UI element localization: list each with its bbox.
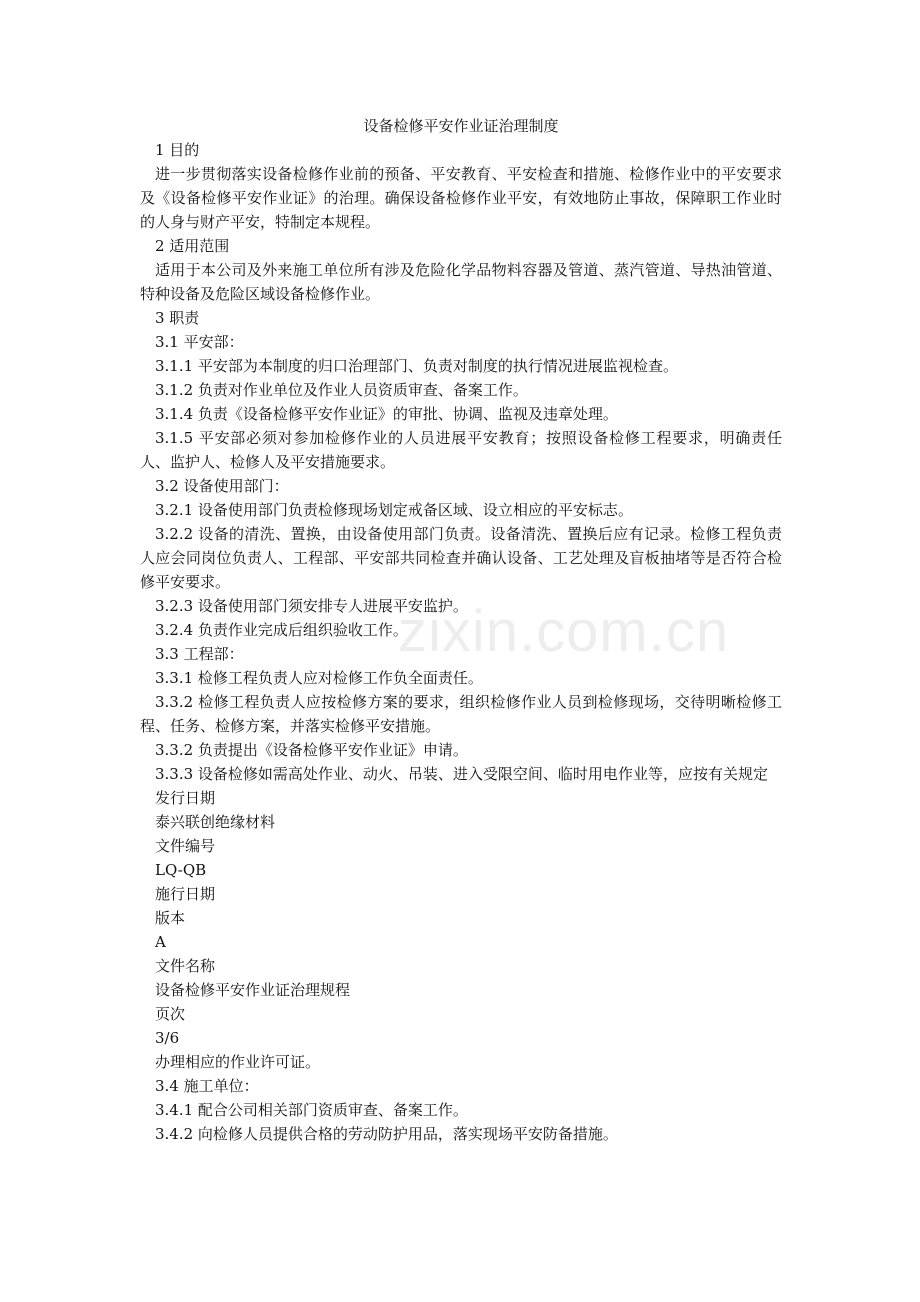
paragraph: 3.1.1 平安部为本制度的归口治理部门、负责对制度的执行情况进展监视检查。: [155, 357, 678, 375]
paragraph: 3.2 设备使用部门：: [155, 477, 289, 495]
paragraph: 3.3 工程部：: [155, 645, 244, 663]
paragraph: 3.1.5 平安部必须对参加检修作业的人员进展平安教育；按照设备检修工程要求，明确责任人、监护人、检修人及平安措施要求。: [140, 429, 782, 471]
paragraph: 3.2.2 设备的清洗、置换，由设备使用部门负责。设备清洗、置换后应有记录。检修工程负责人应会同岗位负责人、工程部、平安部共同检查并确认设备、工艺处理及盲板抽堵等是否符合检修平安要求。: [140, 525, 782, 591]
paragraph: 3.2.3 设备使用部门须安排专人进展平安监护。: [155, 597, 468, 615]
paragraph: 适用于本公司及外来施工单位所有涉及危险化学品物料容器及管道、蒸汽管道、导热油管道、特种设备及危险区域设备检修作业。: [140, 261, 782, 303]
paragraph: 施行日期: [155, 885, 216, 903]
paragraph: 3.1.4 负责《设备检修平安作业证》的审批、协调、监视及违章处理。: [155, 405, 618, 423]
paragraph: A: [155, 933, 166, 951]
paragraph: LQ-QB: [155, 861, 207, 879]
paragraph: 3.2.1 设备使用部门负责检修现场划定戒备区域、设立相应的平安标志。: [155, 501, 633, 519]
paragraph: 进一步贯彻落实设备检修作业前的预备、平安教育、平安检查和措施、检修作业中的平安要求及《设备检修平安作业证》的治理。确保设备检修作业平安，有效地防止事故，保障职工作业时的人身与财产平安，特制定本规程。: [140, 165, 782, 231]
document-body: [140, 114, 782, 1146]
paragraph: 3.3.2 负责提出《设备检修平安作业证》申请。: [155, 741, 468, 759]
watermark-text: zixin.com.cn: [398, 599, 730, 664]
paragraph: 3/6: [155, 1029, 180, 1047]
paragraph: 设备检修平安作业证治理规程: [155, 981, 351, 999]
paragraph: 3.1.2 负责对作业单位及作业人员资质审查、备案工作。: [155, 381, 528, 399]
paragraph-list: [140, 138, 782, 1146]
paragraph: 发行日期: [155, 789, 216, 807]
paragraph: 泰兴联创绝缘材料: [155, 813, 276, 831]
paragraph: 3.4.1 配合公司相关部门资质审查、备案工作。: [155, 1101, 468, 1119]
paragraph: 文件编号: [155, 837, 216, 855]
paragraph: 3.1 平安部：: [155, 333, 244, 351]
paragraph: 文件名称: [155, 957, 216, 975]
paragraph: 3.3.1 检修工程负责人应对检修工作负全面责任。: [155, 669, 483, 687]
paragraph: 3.3.2 检修工程负责人应按检修方案的要求，组织检修作业人员到检修现场，交待明晰检修工程、任务、检修方案，并落实检修平安措施。: [140, 693, 782, 735]
paragraph: 办理相应的作业许可证。: [155, 1053, 321, 1071]
paragraph: 2 适用范围: [155, 237, 230, 255]
paragraph: 3.2.4 负责作业完成后组织验收工作。: [155, 621, 408, 639]
document-title: 设备检修平安作业证治理制度: [363, 117, 559, 135]
paragraph: 版本: [155, 909, 186, 927]
paragraph: 3.4 施工单位：: [155, 1077, 259, 1095]
paragraph: 3 职责: [155, 309, 200, 327]
paragraph: 3.3.3 设备检修如需高处作业、动火、吊装、进入受限空间、临时用电作业等，应按有关规定: [155, 765, 768, 783]
paragraph: 3.4.2 向检修人员提供合格的劳动防护用品，落实现场平安防备措施。: [155, 1125, 618, 1143]
paragraph: 页次: [155, 1005, 186, 1023]
paragraph: 1 目的: [155, 141, 200, 159]
